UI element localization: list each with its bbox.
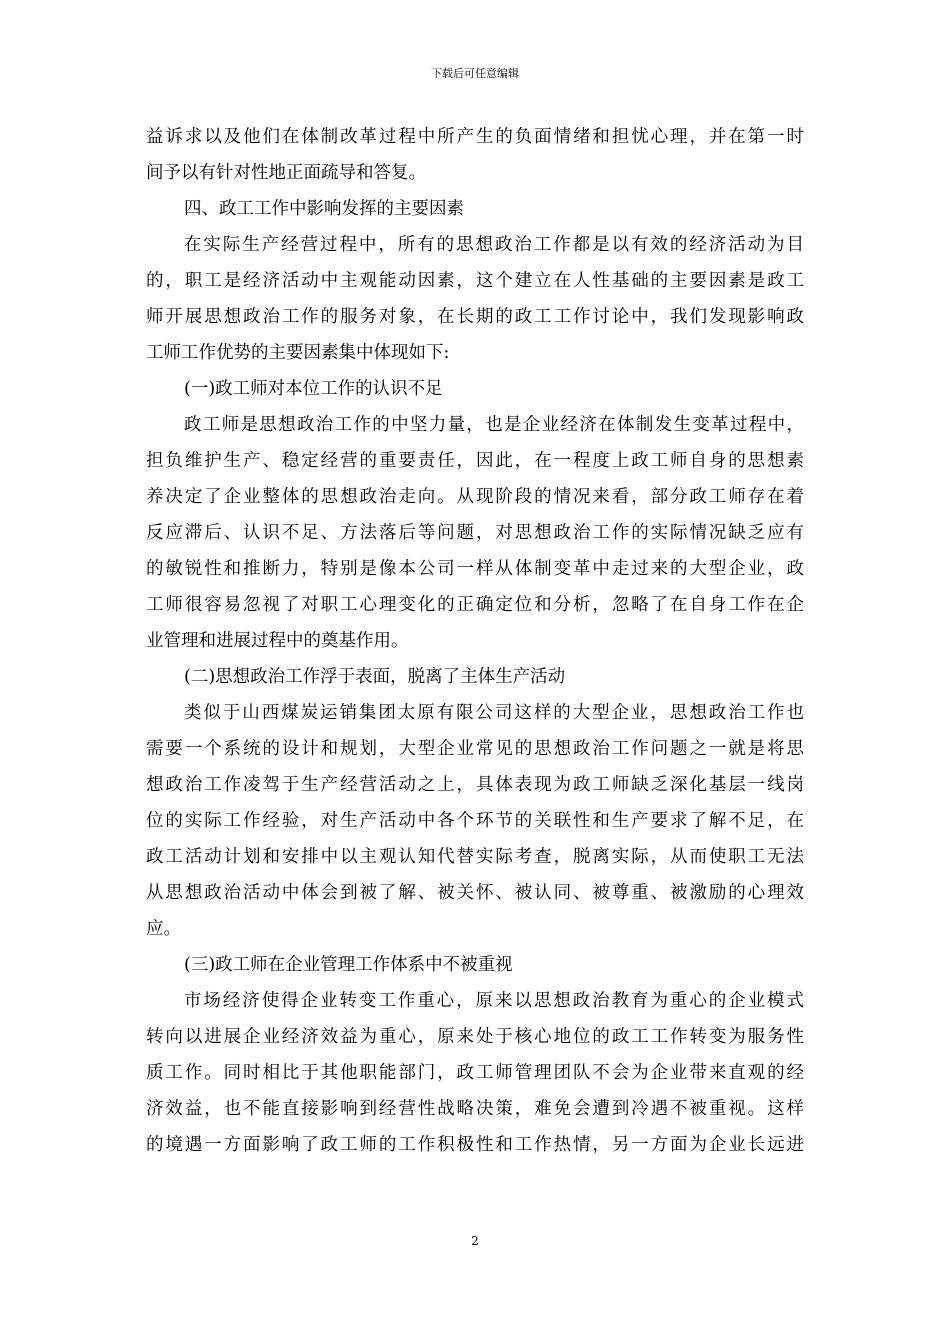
text-line: 市场经济使得企业转变工作重心，原来以思想政治教育为重心的企业模式 (184, 991, 804, 1011)
text-line: 质工作。同时相比于其他职能部门，政工师管理团队不会为企业带来直观的经 (146, 1063, 804, 1083)
text-line: 从思想政治活动中体会到被了解、被关怀、被认同、被尊重、被激励的心理效 (146, 883, 804, 903)
text-line: 政工活动计划和安排中以主观认知代替实际考查，脱离实际，从而使职工无法 (146, 847, 804, 867)
text-line: 在实际生产经营过程中，所有的思想政治工作都是以有效的经济活动为目 (184, 235, 804, 255)
text-line: 益诉求以及他们在体制改革过程中所产生的负面情绪和担忧心理，并在第一时 (146, 127, 804, 147)
page-header: 下载后可任意编辑 (431, 67, 519, 80)
text-line: 工师工作优势的主要因素集中体现如下: (146, 343, 450, 363)
text-line: 担负维护生产、稳定经营的重要责任，因此，在一程度上政工师自身的思想素 (146, 451, 804, 471)
text-line: (一)政工师对本位工作的认识不足 (184, 379, 443, 399)
text-line: 的，职工是经济活动中主观能动因素，这个建立在人性基础的主要因素是政工 (146, 271, 804, 291)
text-line: 师开展思想政治工作的服务对象，在长期的政工工作讨论中，我们发现影响政 (146, 307, 804, 327)
text-line: 位的实际工作经验，对生产活动中各个环节的关联性和生产要求了解不足，在 (146, 811, 804, 831)
page-number: 2 (471, 1234, 479, 1248)
text-line: 济效益，也不能直接影响到经营性战略决策，难免会遭到冷遇不被重视。这样 (146, 1099, 804, 1119)
text-line: 需要一个系统的设计和规划，大型企业常见的思想政治工作问题之一就是将思 (146, 739, 804, 759)
text-line: 的境遇一方面影响了政工师的工作积极性和工作热情，另一方面为企业长远进 (146, 1135, 804, 1155)
text-line: 业管理和进展过程中的奠基作用。 (146, 631, 409, 651)
text-line: 应。 (146, 919, 181, 939)
text-line: 四、政工工作中影响发挥的主要因素 (184, 199, 464, 219)
document-body (146, 119, 804, 1163)
text-line: 工师很容易忽视了对职工心理变化的正确定位和分析，忽略了在自身工作在企 (146, 595, 804, 615)
text-line: 转向以进展企业经济效益为重心，原来处于核心地位的政工工作转变为服务性 (146, 1027, 804, 1047)
text-line: 间予以有针对性地正面疏导和答复。 (146, 163, 426, 183)
text-line: 反应滞后、认识不足、方法落后等问题，对思想政治工作的实际情况缺乏应有 (146, 523, 804, 543)
text-line: 的敏锐性和推断力，特别是像本公司一样从体制变革中走过来的大型企业，政 (146, 559, 804, 579)
text-line: 养决定了企业整体的思想政治走向。从现阶段的情况来看，部分政工师存在着 (146, 487, 804, 507)
text-line: (二)思想政治工作浮于表面，脱离了主体生产活动 (184, 667, 566, 687)
text-line: 类似于山西煤炭运销集团太原有限公司这样的大型企业，思想政治工作也 (184, 703, 804, 723)
text-line: 政工师是思想政治工作的中坚力量，也是企业经济在体制发生变革过程中， (184, 415, 804, 435)
text-line: (三)政工师在企业管理工作体系中不被重视 (184, 955, 513, 975)
text-line: 想政治工作凌驾于生产经营活动之上，具体表现为政工师缺乏深化基层一线岗 (146, 775, 804, 795)
